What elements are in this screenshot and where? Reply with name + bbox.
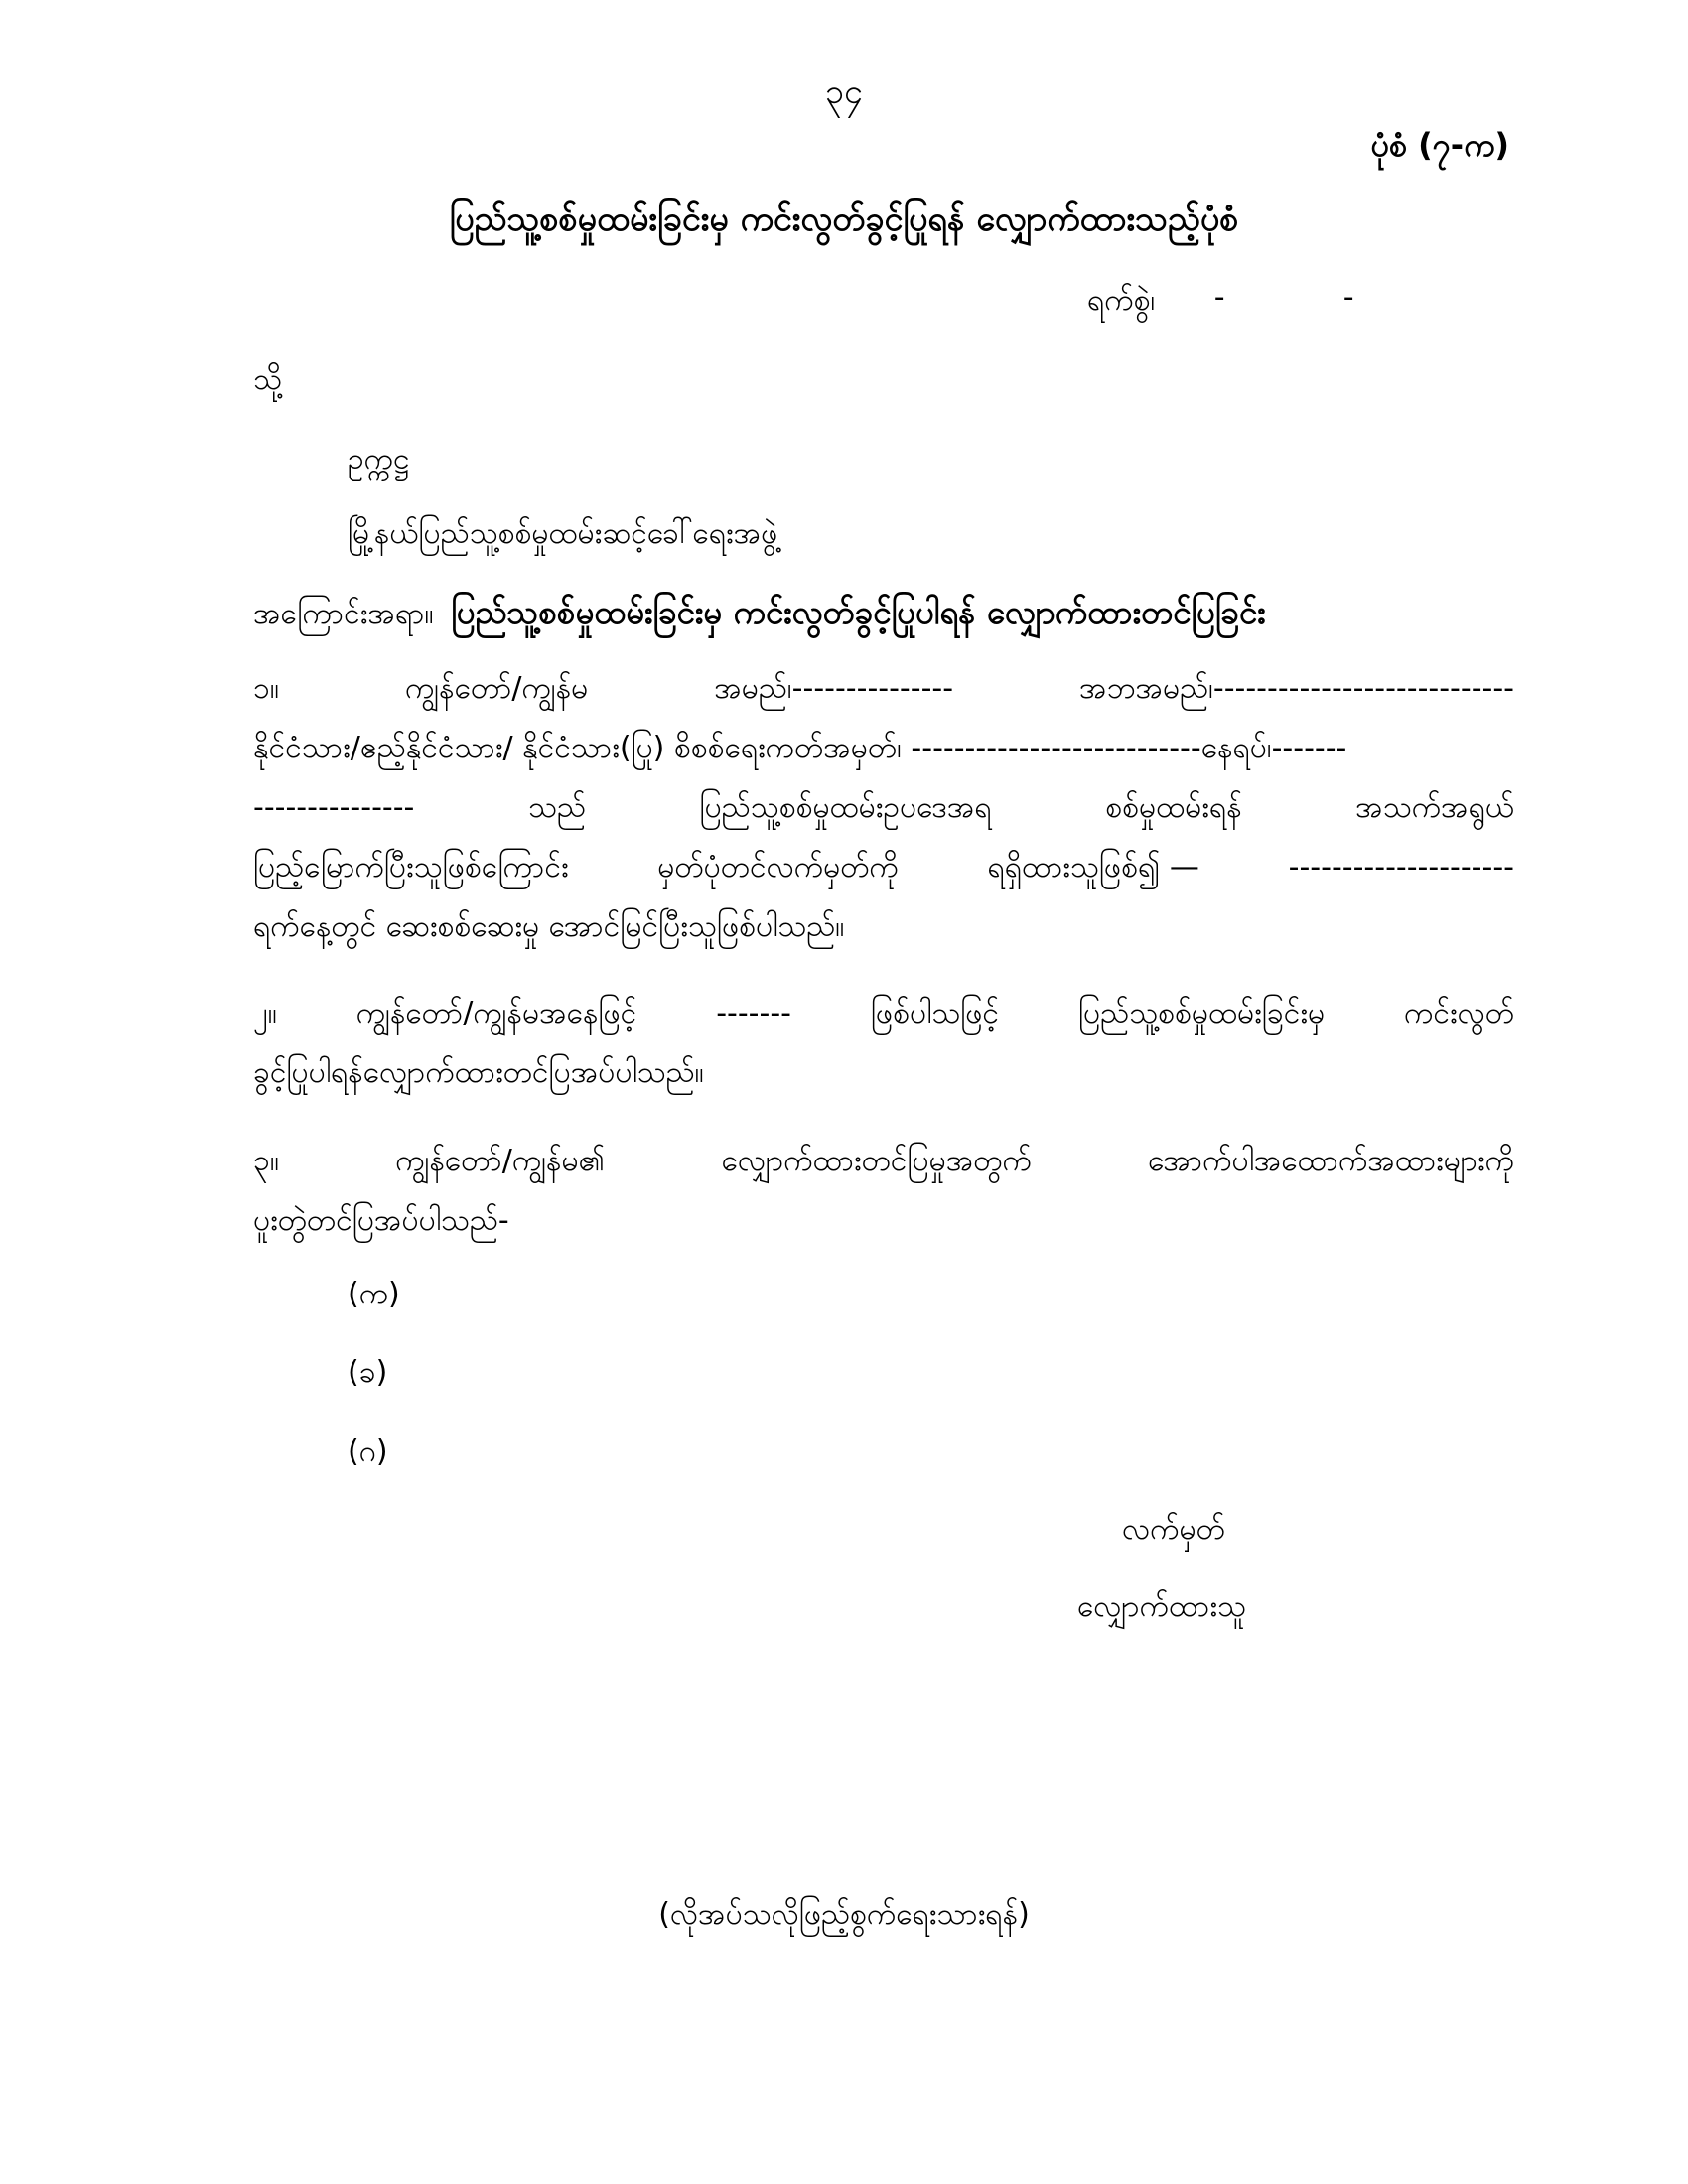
date-label: ရက်စွဲ၊	[1087, 283, 1156, 318]
name-blank: အမည်၊---------------	[714, 671, 954, 706]
paragraph-2-line-1	[253, 984, 1514, 1043]
text-segment: စစ်မှုထမ်းရန်	[1105, 790, 1242, 825]
paragraph-1-line-4	[253, 838, 1514, 897]
text-segment: ကျွန်တော်/ကျွန်မ	[404, 671, 589, 706]
date-blank: ---------------------	[1288, 850, 1514, 885]
text-segment: ရရှိထားသူဖြစ်၍ —	[987, 850, 1199, 885]
subject-text: ပြည်သူ့စစ်မှုထမ်းခြင်းမှ ကင်းလွတ်ခွင့်ပြုပါရန် လျှောက်ထားတင်ပြခြင်း	[451, 593, 1266, 631]
text-segment: ရက်နေ့တွင် ဆေးစစ်ဆေးမှု အောင်မြင်ပြီးသူဖြစ်ပါသည်။	[253, 909, 845, 944]
text-segment: ခွင့်ပြုပါရန်လျှောက်ထားတင်ပြအပ်ပါသည်။	[253, 1055, 704, 1090]
paragraph-2-line-2	[253, 1043, 1514, 1103]
text-segment: ပြည်သူ့စစ်မှုထမ်းဥပဒေအရ	[699, 790, 992, 825]
father-name-blank: အဘအမည်၊----------------------------	[1079, 671, 1514, 706]
form-title: ပြည်သူ့စစ်မှုထမ်းခြင်းမှ ကင်းလွတ်ခွင့်ပြုရန် လျှောက်ထားသည့်ပုံစံ	[449, 200, 1239, 239]
text-segment: ကျွန်တော်/ကျွန်မအနေဖြင့်	[355, 996, 637, 1030]
applicant-label: လျှောက်ထားသူ	[1077, 1589, 1246, 1624]
text-segment: ပြည့်မြောက်ပြီးသူဖြစ်ကြောင်း	[253, 850, 569, 885]
date-row	[1087, 280, 1413, 325]
address-blank: ---------------	[253, 790, 415, 825]
text-segment: နိုင်ငံသား/ဧည့်နိုင်ငံသား/ နိုင်ငံသား(ပြု) စိစစ်ရေးကတ်အမှတ်၊ ---------------------------နေရပ်၊-------	[253, 731, 1347, 765]
addressee-to: သို့	[253, 362, 283, 397]
page-number: ၃၄	[824, 72, 864, 112]
date-separator-1: -	[1213, 280, 1225, 315]
paragraph-3-line-1	[253, 1132, 1514, 1191]
paragraph-1-line-5	[253, 897, 1514, 957]
footnote: (လိုအပ်သလိုဖြည့်စွက်ရေးသားရန်)	[658, 1897, 1030, 1932]
attachment-item-ka: (က)	[348, 1277, 400, 1311]
paragraph-number: ၃။	[253, 1144, 279, 1178]
text-segment: သည်	[527, 790, 586, 825]
text-segment: အသက်အရွယ်	[1355, 790, 1514, 825]
attachment-item-kha: (ခ)	[348, 1355, 388, 1390]
paragraph-3-line-2	[253, 1191, 1514, 1251]
text-segment: ဖြစ်ပါသဖြင့်	[870, 996, 1000, 1030]
text-segment: ပူးတွဲတင်ပြအပ်ပါသည်-	[253, 1203, 509, 1238]
text-segment: လျှောက်ထားတင်ပြမှုအတွက်	[721, 1144, 1032, 1178]
signature-label: လက်မှတ်	[1122, 1512, 1225, 1547]
paragraph-1	[253, 659, 1514, 957]
paragraph-3	[253, 1132, 1514, 1251]
subject-row	[253, 592, 1266, 640]
recipient-body: မြို့နယ်ပြည်သူ့စစ်မှုထမ်းဆင့်ခေါ်ရေးအဖွဲ့	[348, 516, 778, 551]
text-segment: မှတ်ပုံတင်လက်မှတ်ကို	[657, 850, 899, 885]
text-segment: ပြည်သူ့စစ်မှုထမ်းခြင်းမှ	[1077, 996, 1326, 1030]
paragraph-1-line-2	[253, 719, 1514, 778]
paragraph-1-line-1	[253, 659, 1514, 719]
text-segment: ကင်းလွတ်	[1404, 996, 1514, 1030]
paragraph-2	[253, 984, 1514, 1103]
reason-blank: -------	[716, 996, 791, 1030]
recipient-title: ဥက္ကဋ္ဌ	[348, 442, 410, 477]
attachment-item-ga: (ဂ)	[348, 1434, 388, 1469]
text-segment: အောက်ပါအထောက်အထားများကို	[1148, 1144, 1514, 1178]
paragraph-number: ၁။	[253, 671, 279, 706]
text-segment: ကျွန်တော်/ကျွန်မ၏	[395, 1144, 606, 1178]
paragraph-1-line-3	[253, 778, 1514, 838]
form-code: ပုံစံ (၇-က)	[1370, 126, 1509, 164]
date-separator-2: -	[1342, 280, 1354, 315]
paragraph-number: ၂။	[253, 996, 277, 1030]
subject-label: အကြောင်းအရာ။	[253, 597, 434, 631]
